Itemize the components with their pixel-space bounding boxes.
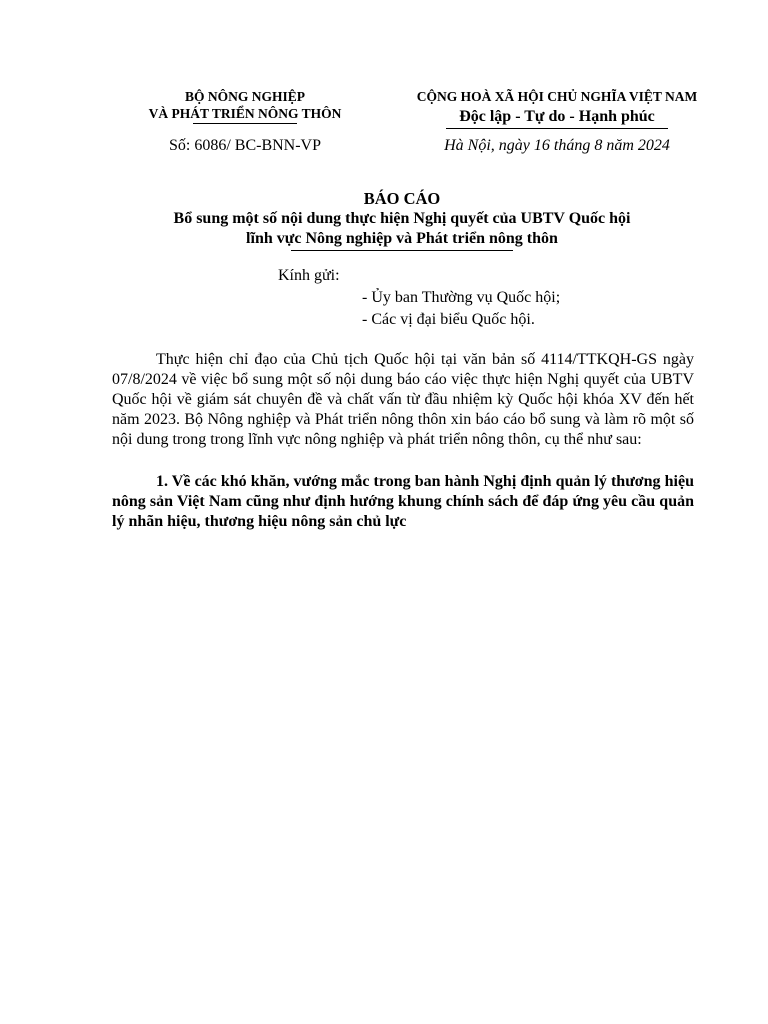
greeting-label: Kính gửi: <box>278 267 340 284</box>
recipient-item: - Các vị đại biểu Quốc hội. <box>362 311 535 328</box>
report-subtitle-line2: lĩnh vực Nông nghiệp và Phát triển nông thôn <box>246 230 558 247</box>
agency-underline <box>193 123 297 124</box>
national-motto: Độc lập - Tự do - Hạnh phúc <box>459 108 655 125</box>
recipient-list <box>362 287 560 331</box>
nation-name: CỘNG HOÀ XÃ HỘI CHỦ NGHĨA VIỆT NAM <box>416 89 698 104</box>
title-underline <box>291 250 513 251</box>
report-title: BÁO CÁO <box>363 189 441 208</box>
recipient-item: - Ủy ban Thường vụ Quốc hội; <box>362 289 561 306</box>
report-title-block <box>112 188 692 251</box>
intro-paragraph: Thực hiện chỉ đạo của Chủ tịch Quốc hội tại văn bản số 4114/TTKQH-GS ngày 07/8/2024 về việc bổ sung một số nội dung báo cáo việc thực hiện Nghị quyết của UBTV Quốc hội về giám sát chuyên đề và chất vấn từ đầu nhiệm kỳ Quốc hội khóa XV đến hết năm 2023. Bộ Nông nghiệp và Phát triển nông thôn xin báo cáo bổ sung và làm rõ một số nội dung trong trong lĩnh vực nông nghiệp và phát triển nông thôn, cụ thể như sau: <box>112 351 694 448</box>
national-heading <box>390 88 724 129</box>
place-and-date: Hà Nội, ngày 16 tháng 8 năm 2024 <box>444 137 670 154</box>
ministry-name-line1: BỘ NÔNG NGHIỆP <box>184 89 305 104</box>
report-subtitle-line1: Bổ sung một số nội dung thực hiện Nghị quyết của UBTV Quốc hội <box>173 210 631 227</box>
issuing-agency <box>112 88 378 124</box>
section-1-heading: 1. Về các khó khăn, vướng mắc trong ban hành Nghị định quản lý thương hiệu nông sản Việt Nam cũng như định hướng khung chính sách để đáp ứng yêu cầu quản lý nhãn hiệu, thương hiệu nông sản chủ lực <box>112 473 694 530</box>
ministry-name-line2: VÀ PHÁT TRIỂN NÔNG THÔN <box>148 106 342 121</box>
document-number: Số: 6086/ BC-BNN-VP <box>168 137 322 154</box>
motto-underline <box>446 128 668 129</box>
